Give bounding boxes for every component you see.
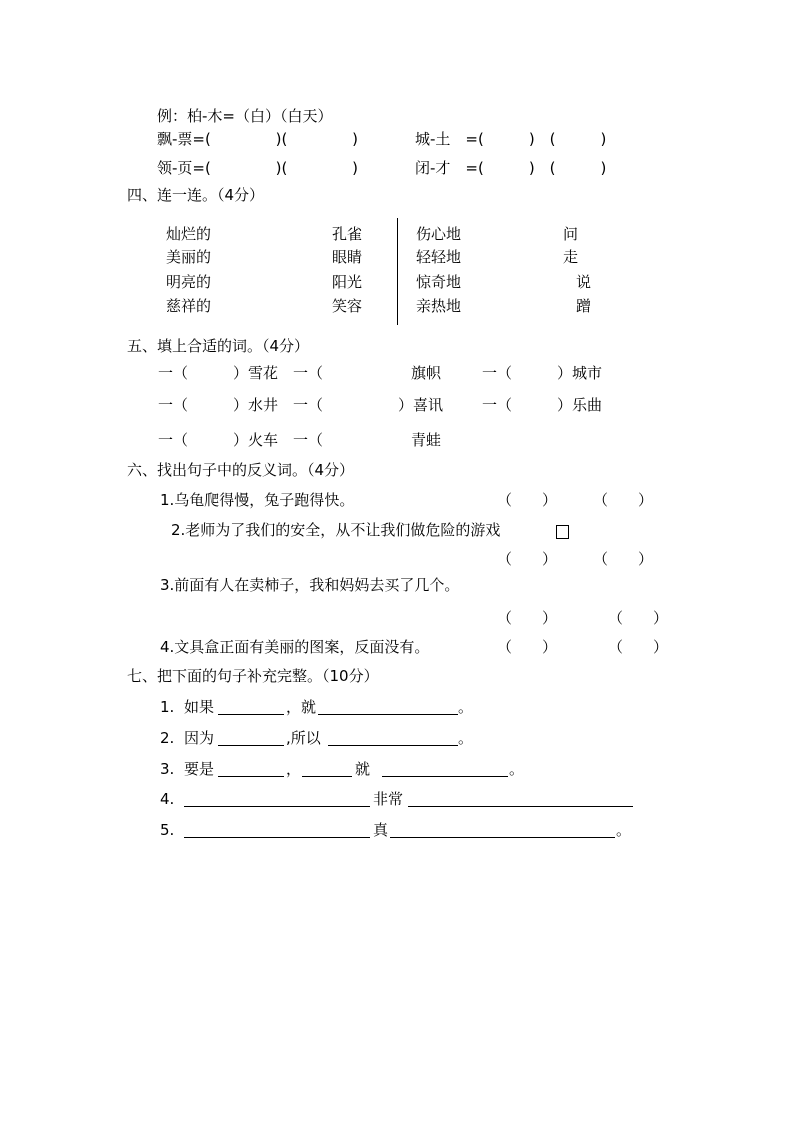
section-6-title: 六、找出句子中的反义词。（4分）: [127, 461, 355, 479]
match-right-verb-3: 说: [576, 273, 592, 291]
fill-item-snowflake: 一（ ）雪花: [158, 364, 279, 382]
section-5-title: 五、填上合适的词。（4分）: [127, 337, 310, 355]
sentence-period: 。: [616, 821, 632, 839]
sentence-number-2: 2.: [160, 729, 175, 747]
sentence-word: 要是: [184, 760, 215, 778]
sentence-word: 非常: [373, 790, 404, 808]
answer-paren: （ ）: [608, 638, 669, 656]
blank-line: [390, 837, 615, 838]
antonym-item-1: 1.乌龟爬得慢，兔子跑得快。: [160, 491, 355, 509]
blank-line: [408, 806, 633, 807]
match-right-adv-2: 轻轻地: [416, 248, 462, 266]
answer-paren: （ ）: [608, 609, 669, 627]
match-left-adj-2: 美丽的: [166, 248, 212, 266]
sentence-word: ，: [286, 760, 302, 778]
blank-line: [218, 776, 284, 777]
blank-line: [328, 745, 458, 746]
example-line: 例：柏-木=（白）（白天）: [157, 107, 333, 125]
sentence-period: 。: [509, 760, 525, 778]
exercise-row-1-right: 城-土 =( ) ( ): [415, 130, 607, 148]
match-left-adj-1: 灿烂的: [166, 225, 212, 243]
exercise-row-2-right: 闭-才 =( ) ( ): [415, 159, 607, 177]
sentence-period: 。: [458, 698, 474, 716]
sentence-word: 就: [301, 698, 317, 716]
sentence-word: 就: [355, 760, 371, 778]
match-left-noun-1: 孔雀: [332, 225, 363, 243]
answer-paren: （ ）: [497, 550, 558, 568]
blank-line: [302, 776, 352, 777]
blank-line: [318, 714, 458, 715]
fill-item-frog: 青蛙: [411, 431, 442, 449]
match-left-adj-4: 慈祥的: [166, 297, 212, 315]
match-left-noun-2: 眼睛: [332, 248, 363, 266]
sentence-word: 因为: [184, 729, 215, 747]
fill-item-music: 一（ ）乐曲: [482, 396, 603, 414]
antonym-item-4: 4.文具盒正面有美丽的图案，反面没有。: [160, 638, 430, 656]
blank-line: [218, 714, 284, 715]
match-left-adj-3: 明亮的: [166, 273, 212, 291]
match-right-verb-2: 走: [563, 248, 579, 266]
fill-item-flag-open: 一（: [293, 364, 324, 382]
answer-paren: （ ）: [497, 638, 558, 656]
sentence-number-4: 4.: [160, 790, 175, 808]
match-right-adv-1: 伤心地: [416, 225, 462, 243]
sentence-number-1: 1.: [160, 698, 175, 716]
fill-item-frog-open: 一（: [293, 431, 324, 449]
sentence-number-3: 3.: [160, 760, 175, 778]
fill-item-news: ）喜讯: [398, 396, 444, 414]
match-right-adv-3: 惊奇地: [416, 273, 462, 291]
sentence-period: 。: [458, 729, 474, 747]
blank-line: [184, 837, 370, 838]
sentence-word: ，: [286, 698, 302, 716]
checkbox-icon: [556, 525, 569, 539]
section-7-title: 七、把下面的句子补充完整。（10分）: [127, 667, 379, 685]
match-right-adv-4: 亲热地: [416, 297, 462, 315]
exercise-row-2-left: 领-页=( )( ): [157, 159, 358, 177]
answer-paren: （ ）: [497, 491, 558, 509]
antonym-item-2: 2.老师为了我们的安全，从不让我们做危险的游戏: [171, 521, 501, 539]
exercise-row-1-left: 飘-票=( )( ): [157, 130, 358, 148]
answer-paren: （ ）: [593, 491, 654, 509]
sentence-word: 如果: [184, 698, 215, 716]
sentence-number-5: 5.: [160, 821, 175, 839]
fill-item-well: 一（ ）水井: [158, 396, 279, 414]
match-left-noun-3: 阳光: [332, 273, 363, 291]
answer-paren: （ ）: [593, 550, 654, 568]
answer-paren: （ ）: [497, 609, 558, 627]
match-right-verb-1: 问: [563, 225, 579, 243]
fill-item-train: 一（ ）火车: [158, 431, 279, 449]
sentence-word: ,所以: [286, 729, 321, 747]
antonym-item-3: 3.前面有人在卖柿子，我和妈妈去买了几个。: [160, 576, 460, 594]
column-divider: [397, 218, 398, 325]
blank-line: [218, 745, 284, 746]
match-right-verb-4: 蹭: [576, 297, 592, 315]
blank-line: [382, 776, 508, 777]
sentence-word: 真: [373, 821, 389, 839]
fill-item-flag: 旗帜: [411, 364, 442, 382]
blank-line: [184, 806, 370, 807]
fill-item-news-open: 一（: [293, 396, 324, 414]
fill-item-city: 一（ ）城市: [482, 364, 603, 382]
match-left-noun-4: 笑容: [332, 297, 363, 315]
section-4-title: 四、连一连。（4分）: [127, 186, 265, 204]
